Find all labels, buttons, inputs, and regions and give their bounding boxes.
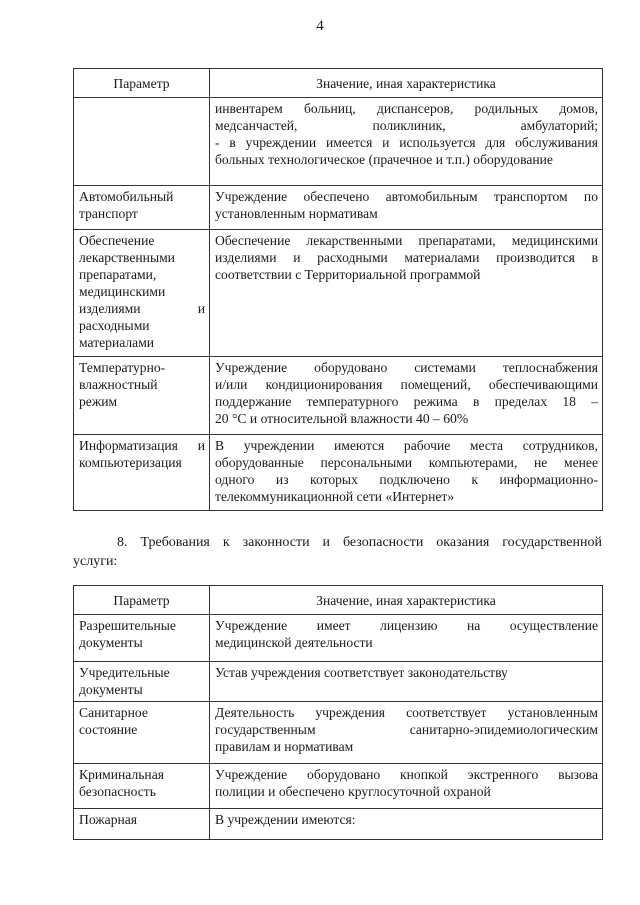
page-number: 4 (316, 18, 324, 34)
param-line: расходными (79, 318, 150, 333)
table-row (74, 186, 603, 230)
table-header-row (74, 586, 603, 615)
param-cell (74, 435, 210, 511)
param-line: Санитарное (79, 705, 148, 720)
table-row (74, 98, 603, 186)
param-cell (74, 662, 210, 702)
value-line: больных технологическое (прачечное и т.п.) оборудование (215, 152, 553, 167)
value-cell (210, 662, 603, 702)
value-line: - в учреждении имеется и используется для обслуживания (215, 135, 598, 150)
value-line: и/или кондиционирования помещений, обеспечивающими (215, 377, 598, 392)
value-line: Учреждение оборудовано кнопкой экстренного вызова (215, 767, 598, 782)
table-row (74, 230, 603, 357)
value-cell (210, 98, 603, 186)
param-line: безопасность (79, 784, 156, 799)
value-line: государственным санитарно-эпидемиологическим (215, 722, 598, 737)
value-line: правилам и нормативам (215, 739, 354, 754)
value-line: оборудованные персональными компьютерами, не менее (215, 455, 598, 470)
value-line: установленным нормативам (215, 206, 378, 221)
table-row (74, 764, 603, 809)
param-cell (74, 702, 210, 764)
section-8-heading-line-2: услуги: (73, 554, 118, 569)
value-line: В учреждении имеются: (215, 812, 356, 827)
requirements-table-2 (73, 585, 603, 840)
value-line: телекоммуникационной сети «Интернет» (215, 489, 455, 504)
section-8-heading-line-1: 8. Требования к законности и безопасности оказания государственной (117, 535, 602, 550)
value-cell (210, 615, 603, 662)
table-row (74, 435, 603, 511)
param-cell (74, 615, 210, 662)
value-line: Обеспечение лекарственными препаратами, медицинскими (215, 233, 598, 248)
value-line: медсанчастей, поликлиник, амбулаторий; (215, 118, 598, 133)
value-line: поддержание температурного режима в пределах 18 – (215, 394, 598, 409)
value-cell (210, 764, 603, 809)
table-row (74, 702, 603, 764)
param-line: влажностный (79, 377, 158, 392)
table-row (74, 357, 603, 435)
table-row (74, 809, 603, 840)
param-cell (74, 809, 210, 840)
value-line: Учреждение обеспечено автомобильным транспортом по (215, 189, 598, 204)
param-cell (74, 98, 210, 186)
value-line: полиции и обеспечено круглосуточной охраной (215, 784, 491, 799)
param-cell (74, 764, 210, 809)
param-line: Температурно- (79, 360, 166, 375)
param-line: медицинскими (79, 284, 166, 299)
value-line: В учреждении имеются рабочие места сотрудников, (215, 438, 598, 453)
header-value: Значение, иная характеристика (210, 69, 603, 98)
param-line: состояние (79, 722, 138, 737)
param-line: компьютеризация (79, 455, 182, 470)
value-cell (210, 230, 603, 357)
param-line: Криминальная (79, 767, 164, 782)
header-param: Параметр (74, 69, 210, 98)
value-line: изделиями и расходными материалами производится в (215, 250, 598, 265)
requirements-table-1 (73, 68, 603, 511)
value-cell (210, 702, 603, 764)
value-line: Устав учреждения соответствует законодательству (215, 665, 508, 680)
value-line: Учреждение имеет лицензию на осуществление (215, 618, 598, 633)
value-line: одного из которых подключено к информационно- (215, 472, 598, 487)
table-row (74, 662, 603, 702)
param-line: Разрешительные (79, 618, 176, 633)
param-line: документы (79, 635, 143, 650)
value-line: соответствии с Территориальной программой (215, 267, 481, 282)
header-param: Параметр (74, 586, 210, 615)
param-line: материалами (79, 335, 155, 350)
param-line: Учредительные (79, 665, 170, 680)
param-line: документы (79, 682, 143, 697)
section-8-heading (73, 533, 602, 571)
param-cell (74, 186, 210, 230)
value-line: инвентарем больниц, диспансеров, родильных домов, (215, 101, 598, 116)
param-line: изделиями и (79, 301, 205, 316)
value-cell (210, 357, 603, 435)
param-cell (74, 230, 210, 357)
param-line: Пожарная (79, 812, 138, 827)
param-line: Информатизация и (79, 438, 205, 453)
header-value: Значение, иная характеристика (210, 586, 603, 615)
value-line: медицинской деятельности (215, 635, 373, 650)
param-line: лекарственными (79, 250, 175, 265)
value-cell (210, 435, 603, 511)
param-line: режим (79, 394, 118, 409)
value-cell (210, 186, 603, 230)
param-line: Автомобильный (79, 189, 174, 204)
value-line: Деятельность учреждения соответствует установленным (215, 705, 598, 720)
value-cell (210, 809, 603, 840)
table-row (74, 615, 603, 662)
table-header-row (74, 69, 603, 98)
param-cell (74, 357, 210, 435)
param-line: препаратами, (79, 267, 157, 282)
value-line: Учреждение оборудовано системами теплоснабжения (215, 360, 598, 375)
value-line: 20 °С и относительной влажности 40 – 60% (215, 411, 469, 426)
param-line: Обеспечение (79, 233, 155, 248)
param-line: транспорт (79, 206, 138, 221)
